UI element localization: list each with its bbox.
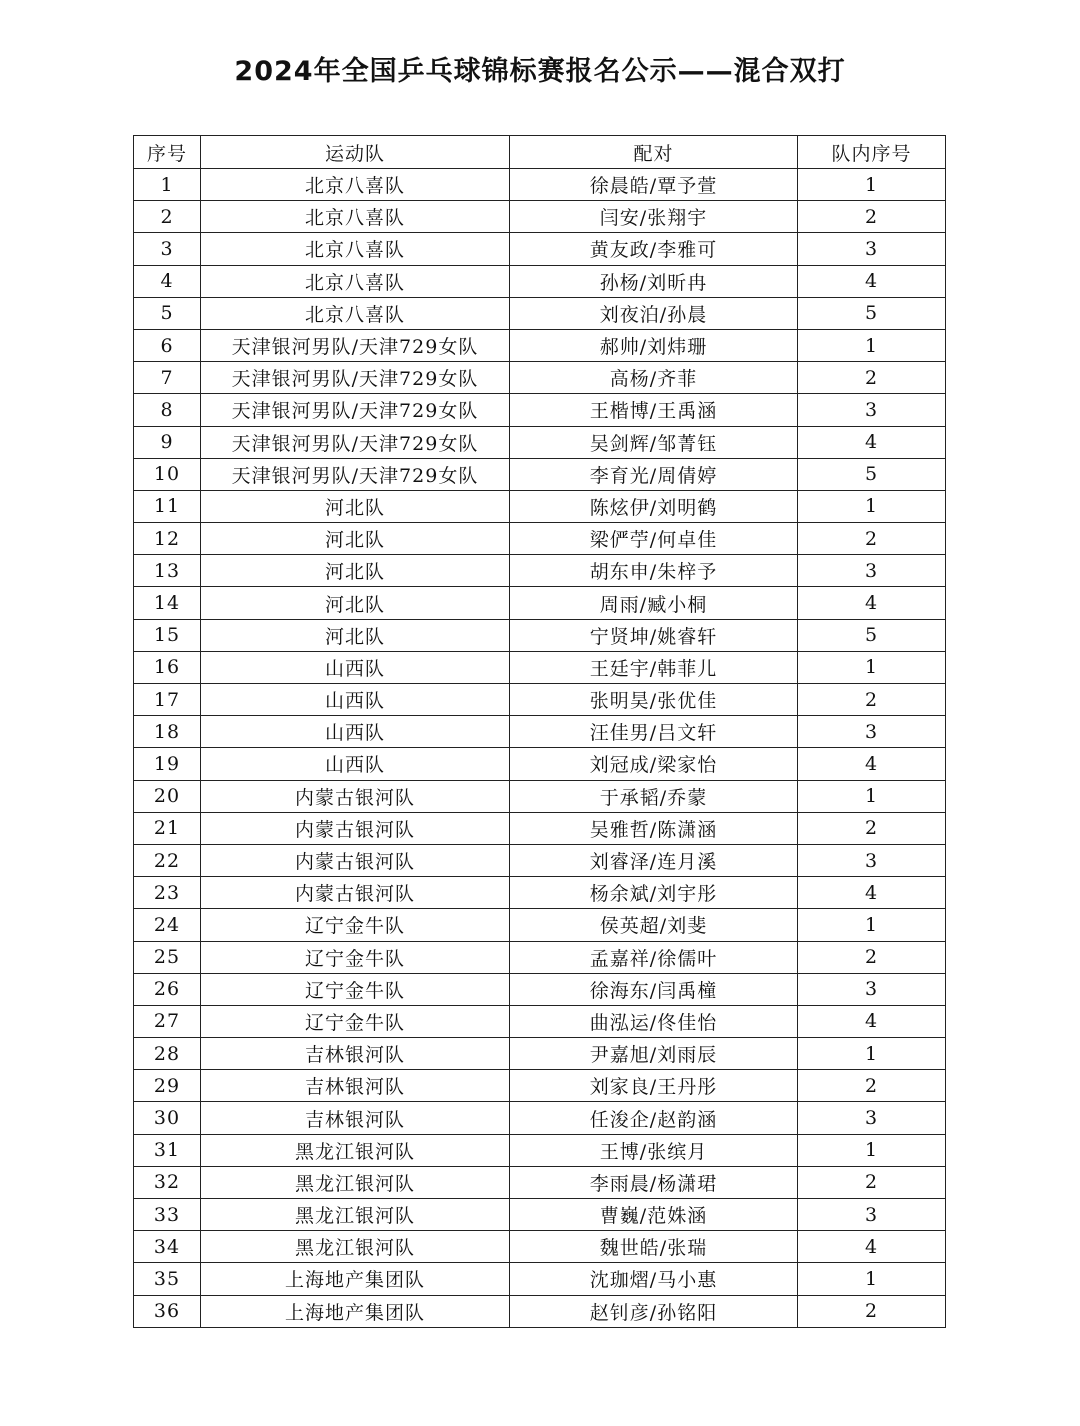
row-team: 吉林银河队	[201, 1070, 510, 1102]
row-order: 1	[798, 1134, 946, 1166]
row-order: 5	[798, 619, 946, 651]
row-index: 26	[134, 973, 201, 1005]
row-index: 12	[134, 523, 201, 555]
row-index: 25	[134, 941, 201, 973]
row-order: 1	[798, 490, 946, 522]
row-order: 4	[798, 587, 946, 619]
row-team: 天津银河男队/天津729女队	[201, 329, 510, 361]
row-pair: 刘家良/王丹彤	[510, 1070, 798, 1102]
row-pair: 曹巍/范姝涵	[510, 1199, 798, 1231]
row-index: 11	[134, 490, 201, 522]
row-pair: 周雨/臧小桐	[510, 587, 798, 619]
header-row	[134, 136, 946, 169]
row-order: 2	[798, 523, 946, 555]
row-index: 21	[134, 812, 201, 844]
row-index: 34	[134, 1231, 201, 1263]
table-row	[134, 1166, 946, 1198]
row-team: 吉林银河队	[201, 1102, 510, 1134]
row-index: 32	[134, 1166, 201, 1198]
row-order: 2	[798, 1070, 946, 1102]
table-row	[134, 844, 946, 876]
table-row	[134, 394, 946, 426]
row-index: 4	[134, 265, 201, 297]
row-team: 天津银河男队/天津729女队	[201, 394, 510, 426]
table-row	[134, 684, 946, 716]
row-index: 30	[134, 1102, 201, 1134]
row-index: 20	[134, 780, 201, 812]
row-index: 17	[134, 684, 201, 716]
row-team: 天津银河男队/天津729女队	[201, 426, 510, 458]
table-row	[134, 973, 946, 1005]
row-order: 1	[798, 1038, 946, 1070]
row-pair: 闫安/张翔宇	[510, 201, 798, 233]
table-row	[134, 1134, 946, 1166]
table-row	[134, 297, 946, 329]
row-team: 内蒙古银河队	[201, 877, 510, 909]
row-team: 黑龙江银河队	[201, 1199, 510, 1231]
row-team: 山西队	[201, 716, 510, 748]
row-pair: 徐海东/闫禹橦	[510, 973, 798, 1005]
row-order: 4	[798, 1231, 946, 1263]
row-order: 3	[798, 844, 946, 876]
row-order: 4	[798, 426, 946, 458]
row-pair: 王博/张缤月	[510, 1134, 798, 1166]
row-index: 15	[134, 619, 201, 651]
row-team: 黑龙江银河队	[201, 1231, 510, 1263]
table-row	[134, 619, 946, 651]
row-team: 北京八喜队	[201, 297, 510, 329]
row-pair: 宁贤坤/姚睿轩	[510, 619, 798, 651]
header-index: 序号	[134, 136, 201, 169]
row-pair: 任浚企/赵韵涵	[510, 1102, 798, 1134]
table-row	[134, 362, 946, 394]
row-order: 1	[798, 909, 946, 941]
row-order: 2	[798, 941, 946, 973]
table-row	[134, 780, 946, 812]
row-pair: 于承韬/乔蒙	[510, 780, 798, 812]
row-index: 31	[134, 1134, 201, 1166]
row-pair: 吴雅哲/陈潇涵	[510, 812, 798, 844]
row-pair: 李雨晨/杨潇珺	[510, 1166, 798, 1198]
row-index: 18	[134, 716, 201, 748]
row-order: 1	[798, 1263, 946, 1295]
row-index: 13	[134, 555, 201, 587]
table-row	[134, 909, 946, 941]
row-index: 35	[134, 1263, 201, 1295]
row-team: 天津银河男队/天津729女队	[201, 362, 510, 394]
row-team: 河北队	[201, 490, 510, 522]
row-team: 内蒙古银河队	[201, 780, 510, 812]
table-row	[134, 233, 946, 265]
row-order: 4	[798, 265, 946, 297]
row-team: 河北队	[201, 523, 510, 555]
row-index: 27	[134, 1005, 201, 1037]
row-order: 1	[798, 169, 946, 201]
table-row	[134, 265, 946, 297]
row-pair: 刘夜泊/孙晨	[510, 297, 798, 329]
row-order: 2	[798, 1295, 946, 1327]
row-pair: 吴剑辉/邹菁钰	[510, 426, 798, 458]
row-pair: 尹嘉旭/刘雨辰	[510, 1038, 798, 1070]
table-row	[134, 1070, 946, 1102]
row-order: 3	[798, 233, 946, 265]
row-pair: 汪佳男/吕文轩	[510, 716, 798, 748]
table-row	[134, 329, 946, 361]
row-team: 吉林银河队	[201, 1038, 510, 1070]
registration-table	[133, 135, 946, 1328]
table-row	[134, 1005, 946, 1037]
row-index: 2	[134, 201, 201, 233]
table-row	[134, 169, 946, 201]
row-index: 1	[134, 169, 201, 201]
row-pair: 高杨/齐菲	[510, 362, 798, 394]
table-row	[134, 458, 946, 490]
row-index: 23	[134, 877, 201, 909]
row-index: 14	[134, 587, 201, 619]
page-title: 2024年全国乒乓球锦标赛报名公示——混合双打	[234, 56, 846, 87]
table-row	[134, 877, 946, 909]
row-index: 16	[134, 651, 201, 683]
row-team: 辽宁金牛队	[201, 1005, 510, 1037]
table-row	[134, 1295, 946, 1327]
row-order: 3	[798, 716, 946, 748]
table-row	[134, 1038, 946, 1070]
row-index: 36	[134, 1295, 201, 1327]
row-order: 2	[798, 812, 946, 844]
row-order: 3	[798, 394, 946, 426]
row-index: 7	[134, 362, 201, 394]
table-row	[134, 1263, 946, 1295]
row-order: 2	[798, 684, 946, 716]
row-pair: 王楷博/王禹涵	[510, 394, 798, 426]
row-order: 2	[798, 201, 946, 233]
row-index: 28	[134, 1038, 201, 1070]
row-pair: 沈珈熠/马小惠	[510, 1263, 798, 1295]
table-row	[134, 651, 946, 683]
row-team: 河北队	[201, 587, 510, 619]
row-pair: 赵钊彦/孙铭阳	[510, 1295, 798, 1327]
row-team: 辽宁金牛队	[201, 941, 510, 973]
row-order: 1	[798, 329, 946, 361]
row-order: 4	[798, 877, 946, 909]
row-team: 天津银河男队/天津729女队	[201, 458, 510, 490]
row-team: 河北队	[201, 619, 510, 651]
row-pair: 张明昊/张优佳	[510, 684, 798, 716]
header-order: 队内序号	[798, 136, 946, 169]
row-team: 北京八喜队	[201, 169, 510, 201]
row-pair: 胡东申/朱梓予	[510, 555, 798, 587]
row-pair: 刘冠成/梁家怡	[510, 748, 798, 780]
row-index: 22	[134, 844, 201, 876]
row-order: 1	[798, 651, 946, 683]
row-index: 5	[134, 297, 201, 329]
row-index: 29	[134, 1070, 201, 1102]
table-row	[134, 555, 946, 587]
row-team: 黑龙江银河队	[201, 1134, 510, 1166]
table-row	[134, 1231, 946, 1263]
row-index: 9	[134, 426, 201, 458]
row-index: 33	[134, 1199, 201, 1231]
row-pair: 梁俨苧/何卓佳	[510, 523, 798, 555]
table-row	[134, 490, 946, 522]
row-order: 4	[798, 748, 946, 780]
row-team: 山西队	[201, 684, 510, 716]
row-order: 3	[798, 973, 946, 1005]
row-team: 北京八喜队	[201, 233, 510, 265]
table-row	[134, 587, 946, 619]
table-body	[134, 169, 946, 1328]
row-team: 辽宁金牛队	[201, 973, 510, 1005]
row-pair: 李育光/周倩婷	[510, 458, 798, 490]
row-index: 19	[134, 748, 201, 780]
row-team: 辽宁金牛队	[201, 909, 510, 941]
row-order: 4	[798, 1005, 946, 1037]
row-team: 河北队	[201, 555, 510, 587]
table-row	[134, 1199, 946, 1231]
row-order: 3	[798, 1102, 946, 1134]
table-row	[134, 1102, 946, 1134]
row-team: 山西队	[201, 651, 510, 683]
row-order: 1	[798, 780, 946, 812]
row-team: 山西队	[201, 748, 510, 780]
row-pair: 陈炫伊/刘明鹤	[510, 490, 798, 522]
row-order: 3	[798, 555, 946, 587]
row-order: 2	[798, 362, 946, 394]
row-pair: 曲泓运/佟佳怡	[510, 1005, 798, 1037]
row-team: 上海地产集团队	[201, 1263, 510, 1295]
header-pair: 配对	[510, 136, 798, 169]
row-team: 内蒙古银河队	[201, 844, 510, 876]
row-order: 3	[798, 1199, 946, 1231]
row-order: 5	[798, 458, 946, 490]
row-pair: 孙杨/刘昕冉	[510, 265, 798, 297]
row-index: 6	[134, 329, 201, 361]
row-pair: 魏世皓/张瑞	[510, 1231, 798, 1263]
row-pair: 徐晨皓/覃予萱	[510, 169, 798, 201]
row-pair: 黄友政/李雅可	[510, 233, 798, 265]
row-index: 3	[134, 233, 201, 265]
row-team: 上海地产集团队	[201, 1295, 510, 1327]
row-order: 2	[798, 1166, 946, 1198]
row-pair: 孟嘉祥/徐儒叶	[510, 941, 798, 973]
table-row	[134, 201, 946, 233]
table-row	[134, 716, 946, 748]
row-pair: 刘睿泽/连月溪	[510, 844, 798, 876]
row-pair: 侯英超/刘斐	[510, 909, 798, 941]
row-index: 10	[134, 458, 201, 490]
table-row	[134, 748, 946, 780]
row-team: 内蒙古银河队	[201, 812, 510, 844]
row-pair: 王廷宇/韩菲儿	[510, 651, 798, 683]
table-row	[134, 426, 946, 458]
row-team: 北京八喜队	[201, 201, 510, 233]
table-row	[134, 812, 946, 844]
row-index: 8	[134, 394, 201, 426]
row-index: 24	[134, 909, 201, 941]
row-pair: 杨余斌/刘宇彤	[510, 877, 798, 909]
table-row	[134, 523, 946, 555]
row-team: 黑龙江银河队	[201, 1166, 510, 1198]
row-pair: 郝帅/刘炜珊	[510, 329, 798, 361]
row-order: 5	[798, 297, 946, 329]
row-team: 北京八喜队	[201, 265, 510, 297]
table-row	[134, 941, 946, 973]
header-team: 运动队	[201, 136, 510, 169]
